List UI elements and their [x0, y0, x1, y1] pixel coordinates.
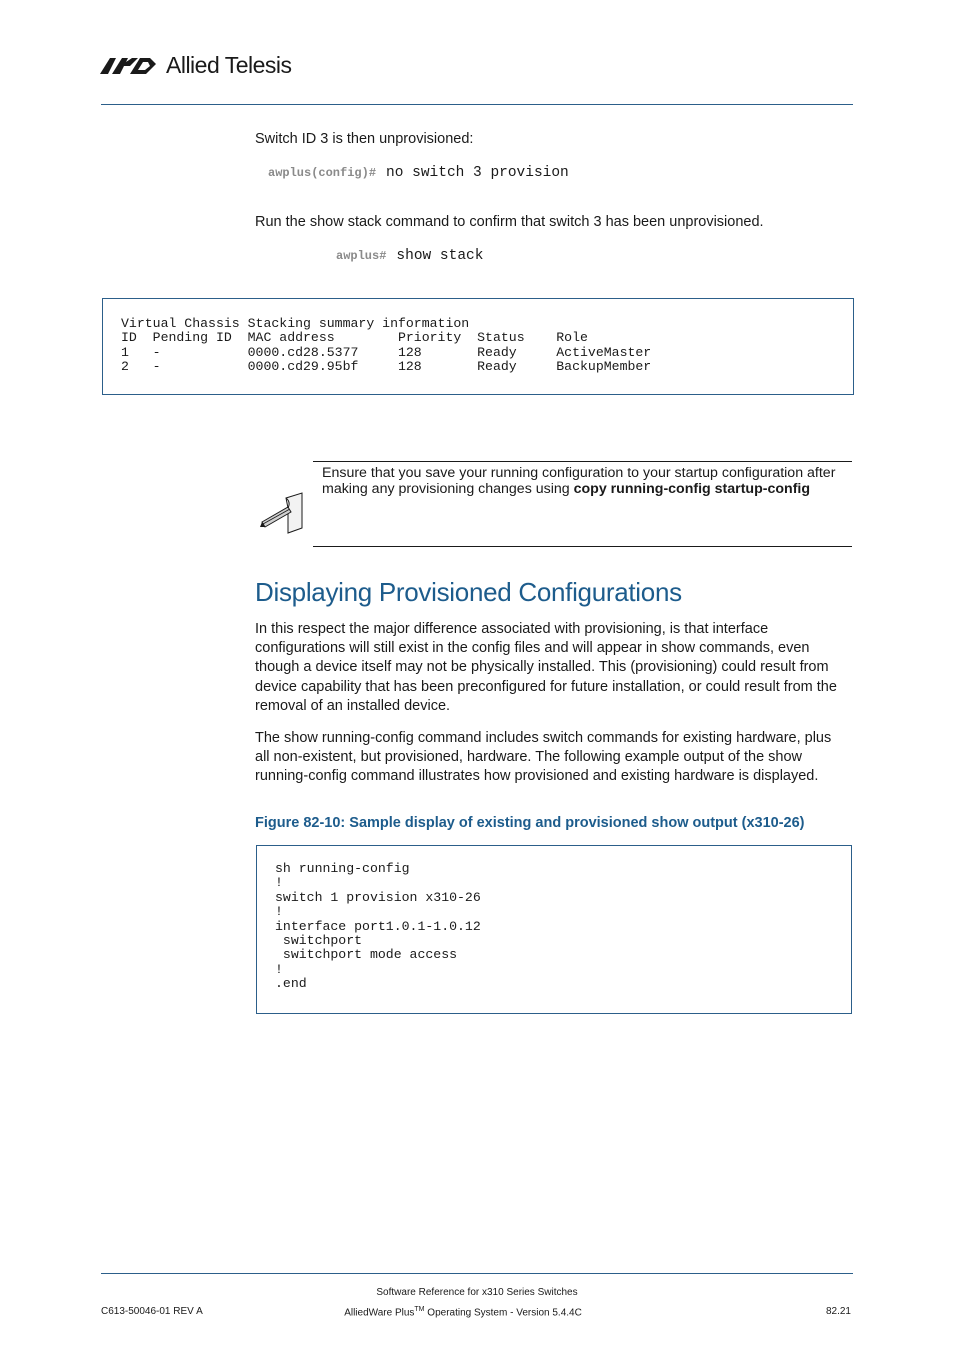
output-line: Virtual Chassis Stacking summary information [121, 316, 470, 331]
config-line: switch 1 provision x310-26 [275, 889, 481, 905]
config-line: ! [275, 904, 283, 920]
allied-telesis-logo-icon [100, 54, 162, 76]
trademark-mark: TM [414, 1306, 425, 1313]
pencil-note-icon [258, 490, 308, 536]
note-icon-wrap [258, 490, 308, 541]
footer-title: Software Reference for x310 Series Switches [376, 1287, 578, 1298]
paragraph-provisioning: In this respect the major difference associated with provisioning, is that interface configurations will still exist in the config files and will appear in show commands, even though a device itself may not be physically installed. This (provisioning) could result from device capability that has been preconfigured for future installation, or could result from the removal of an installed device. [255, 621, 837, 714]
note-command: copy running-config startup-config [573, 481, 811, 497]
run-show-stack-text: Run the show stack command to confirm that switch 3 has been unprovisioned. [255, 214, 764, 230]
output-line: ID Pending ID MAC address Priority Status Role [121, 330, 588, 346]
paragraph-show-running-config: The show running-config command includes switch commands for existing hardware, plus all non-existent, but provisioned, hardware. The following example output of the show running-config command illustrates how provisioned and existing hardware is displayed. [255, 730, 832, 785]
intro-text: Switch ID 3 is then unprovisioned: [255, 131, 474, 147]
config-line: ! [275, 961, 283, 977]
output-line: 1 - 0000.cd28.5377 128 Ready ActiveMaster [121, 344, 652, 360]
config-line: ! [275, 875, 283, 891]
command-prompt: awplus# [336, 249, 387, 263]
command-text: show stack [396, 248, 484, 264]
config-line: interface port1.0.1-1.0.12 [275, 918, 481, 934]
command-example-1 [268, 163, 569, 181]
config-line: switchport [275, 933, 363, 949]
config-line: sh running-config [275, 861, 410, 876]
footer-rule [101, 1273, 853, 1274]
stack-output-box [102, 298, 854, 395]
note-text-plain: Ensure that you save your running configuration to your startup configuration after making any provisioning changes using [322, 465, 836, 497]
running-config-box [256, 845, 852, 1014]
brand-name: Allied Telesis [166, 51, 292, 78]
note-bottom-rule [313, 546, 852, 547]
section-heading: Displaying Provisioned Configurations [255, 577, 682, 607]
note-text [322, 465, 850, 497]
footer-os-name: AlliedWare Plus [344, 1307, 415, 1319]
footer-os-suffix: Operating System - Version 5.4.4C [424, 1307, 582, 1319]
footer-os-version [0, 1306, 926, 1318]
command-text: no switch 3 provision [386, 165, 569, 181]
footer-doc-id: C613-50046-01 REV A [101, 1306, 203, 1317]
header-rule [101, 104, 853, 105]
brand-logo [100, 50, 292, 80]
figure-caption: Figure 82-10: Sample display of existing and provisioned show output (x310-26) [255, 815, 805, 831]
page-number: 82.21 [825, 1306, 851, 1317]
command-prompt: awplus(config)# [268, 166, 377, 180]
config-line: switchport mode access [275, 947, 458, 963]
command-example-2 [336, 246, 483, 264]
config-line: .end [275, 976, 307, 992]
note-top-rule [313, 461, 852, 462]
output-line: 2 - 0000.cd29.95bf 128 Ready BackupMember [121, 359, 652, 375]
